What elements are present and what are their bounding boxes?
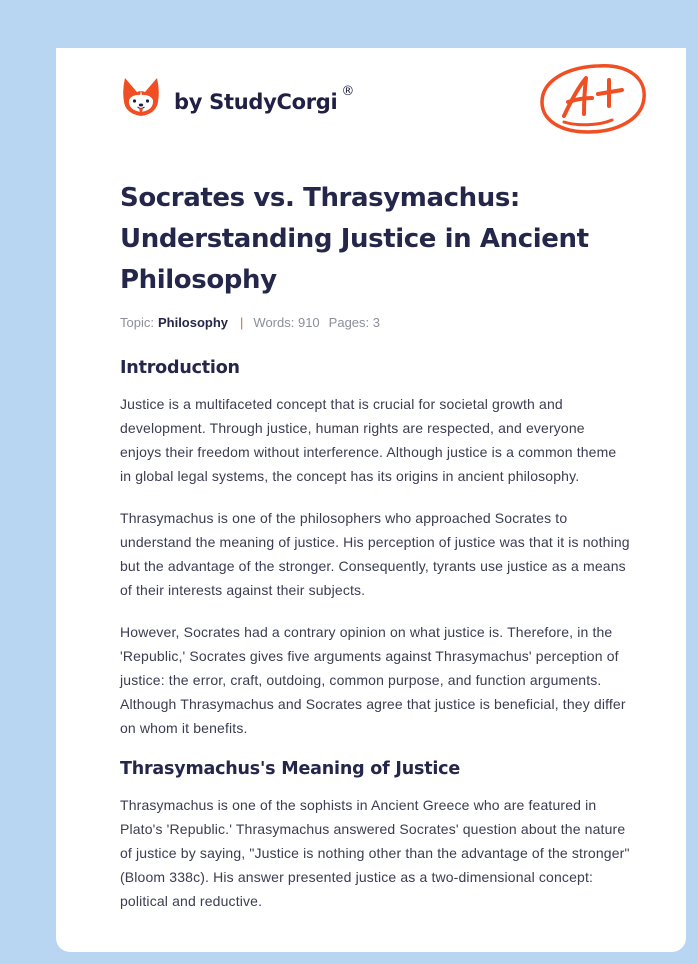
registered-mark: ® [341, 83, 355, 99]
article [120, 178, 630, 913]
paragraph: However, Socrates had a contrary opinion on what justice is. Therefore, in the 'Republic,' Socrates gives five arguments against Thrasymachus' perception of justice: the error, craft, outdoing, common purpose, and function arguments. Although Thrasymachus and Socrates agree that justice is beneficial, they differ on whom it benefits. [120, 624, 626, 736]
meta-separator: | [240, 315, 244, 330]
paragraph: Justice is a multifaceted concept that is crucial for societal growth and development. Through justice, human rights are respected, and everyone enjoys their freedom without interference. Although justice is a common theme in global legal systems, the concept has its origins in ancient philosophy. [120, 396, 617, 484]
word-count: Words: 910 [253, 315, 320, 330]
header [56, 48, 686, 158]
paragraph: Thrasymachus is one of the sophists in Ancient Greece who are featured in Plato's 'Republic.' Thrasymachus answered Socrates' question about the nature of justice by saying, "Justice is nothing other than the advantage of the stronger" (Bloom 338c). His answer presented justice as a two-dimensional concept: political and reductive. [120, 797, 630, 909]
section-heading-introduction: Introduction [120, 358, 240, 378]
article-meta [120, 315, 630, 330]
paragraph: Thrasymachus is one of the philosophers who approached Socrates to understand the meaning of justice. His perception of justice was that it is nothing but the advantage of the stronger. Consequently, tyrants use justice as a means of their interests against their subjects. [120, 510, 630, 598]
topic-label: Topic: [120, 315, 154, 330]
topic-link[interactable]: Philosophy [157, 315, 229, 330]
corgi-head-icon [122, 76, 160, 120]
page-count: Pages: 3 [328, 315, 380, 330]
a-plus-grade-icon [538, 60, 648, 140]
studycorgi-logo[interactable] [122, 76, 354, 120]
document-card [56, 48, 686, 952]
page-title: Socrates vs. Thrasymachus: Understanding Justice in Ancient Philosophy [120, 183, 589, 295]
section-heading-meaning-of-justice: Thrasymachus's Meaning of Justice [120, 759, 461, 779]
brand-name: by StudyCorgi [174, 90, 338, 114]
